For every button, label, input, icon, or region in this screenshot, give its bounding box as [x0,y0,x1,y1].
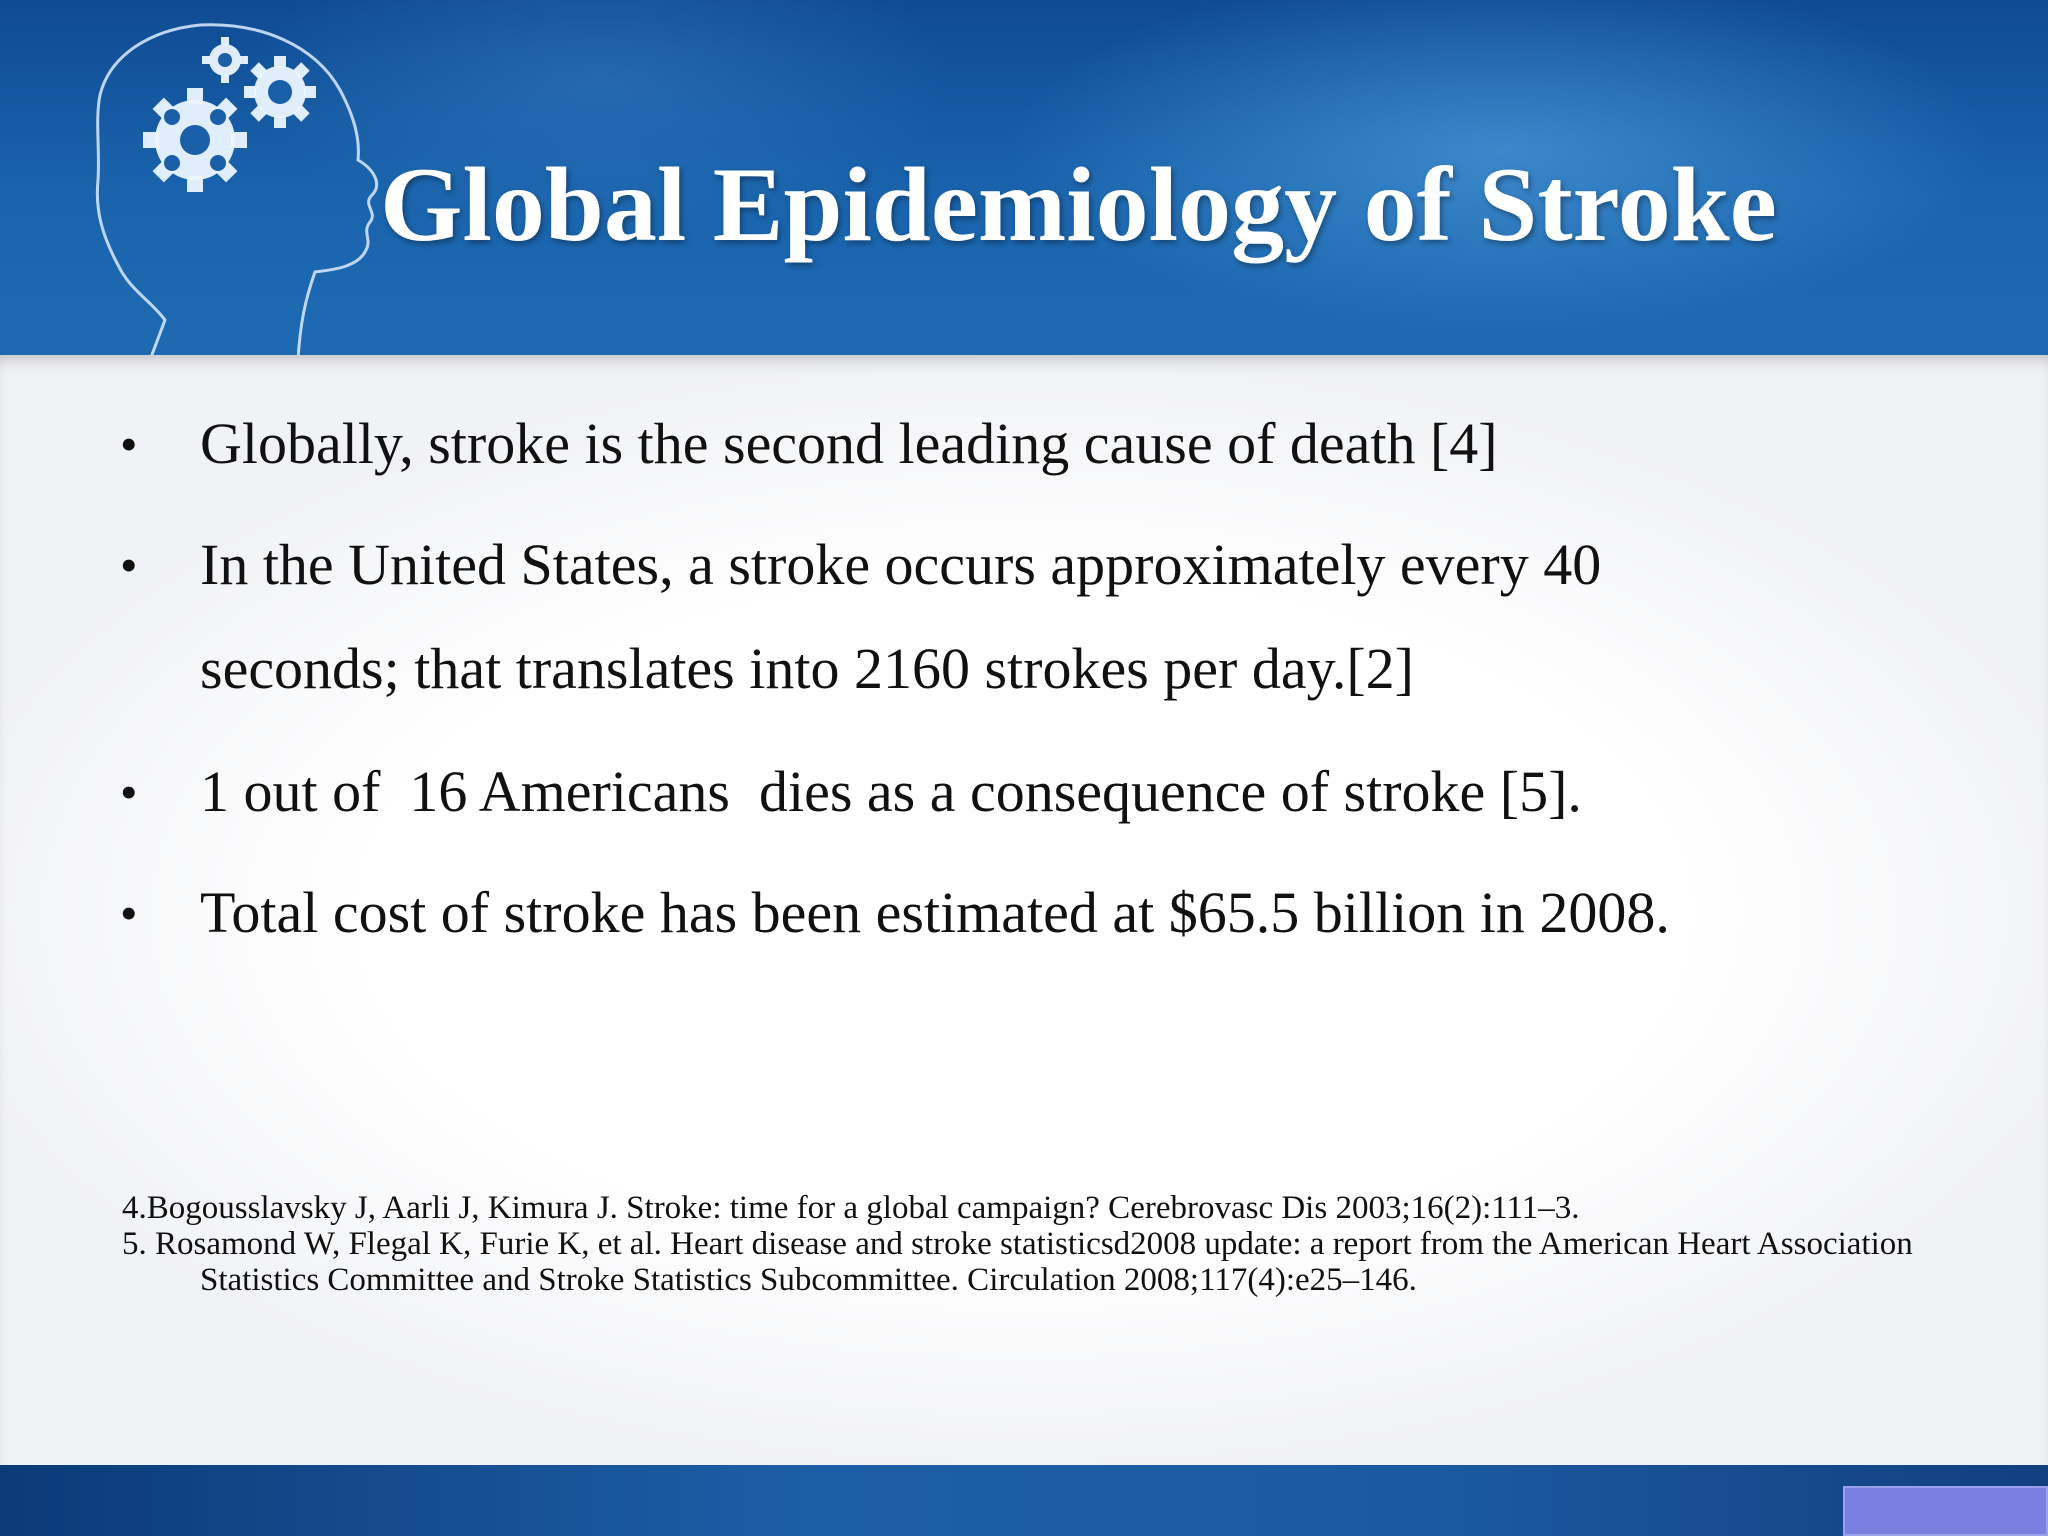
bullet-item [120,861,1920,965]
bullet-item [120,740,1920,844]
bullet-dot-icon: • [120,416,138,472]
bullet-dot-icon: • [120,764,138,820]
head-with-gears-icon [0,0,420,400]
reference-item: 5. Rosamond W, Flegal K, Furie K, et al. Heart disease and stroke statisticsd2008 update: a report from the American Heart Association Statistics Committee and Stroke Statistics Subcommittee. Circulation 2008;117(4):e25–146. [122,1226,1913,1298]
bullet-dot-icon: • [120,885,138,941]
bullet-text: In the United States, a stroke occurs approximately every 40 seconds; that translates into 2160 strokes per day.[2] [200,532,1602,701]
slide-title: Global Epidemiology of Stroke [380,146,1777,263]
reference-item: 4.Bogousslavsky J, Aarli J, Kimura J. Stroke: time for a global campaign? Cerebrovasc Dis 2003;16(2):111–3. [122,1190,1580,1226]
slide-body [0,355,2048,1465]
bullet-text: 1 out of 16 Americans dies as a consequence of stroke [5]. [200,759,1582,824]
bullet-text: Globally, stroke is the second leading cause of death [4] [200,411,1498,476]
slide-header [0,0,2048,355]
bullet-text: Total cost of stroke has been estimated at $65.5 billion in 2008. [200,880,1670,945]
slide-footer-bar [0,1465,2048,1536]
bullet-item [120,392,1920,496]
references [122,1190,1922,1298]
slide-nav-box[interactable] [1843,1486,2048,1536]
bullet-dot-icon: • [120,537,138,593]
bullet-item [120,513,1920,721]
